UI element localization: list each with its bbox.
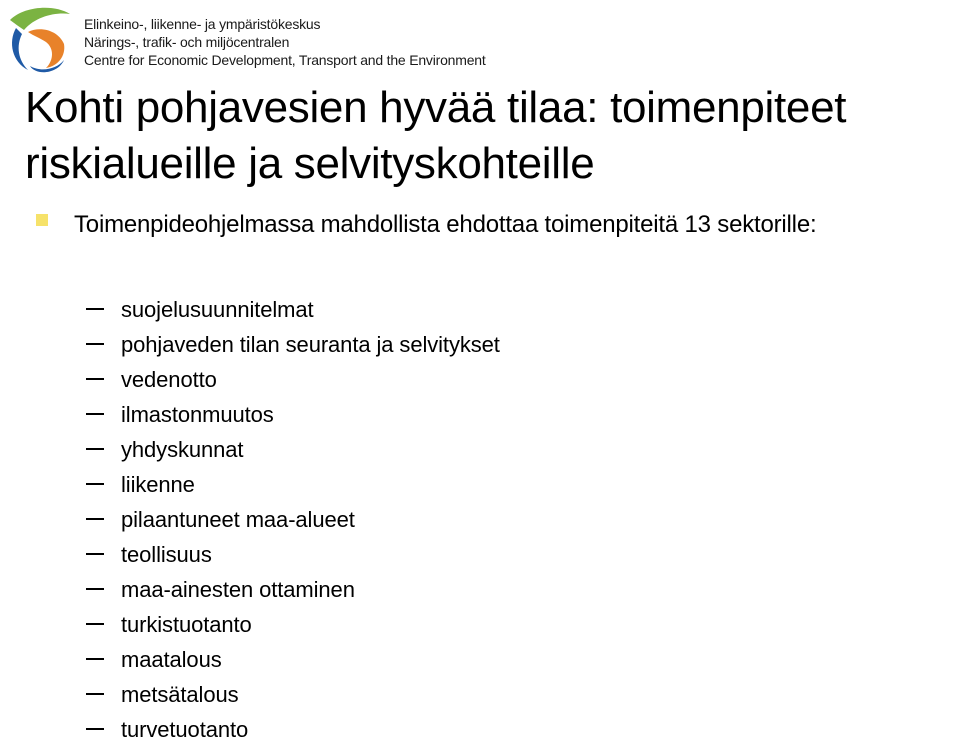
slide-title-line-1: Kohti pohjavesien hyvää tilaa: toimenpiteet <box>25 83 847 132</box>
list-item <box>86 572 500 607</box>
list-item <box>86 642 500 677</box>
dash-bullet-icon <box>86 693 104 695</box>
header <box>6 4 526 74</box>
list-item <box>86 502 500 537</box>
sector-label: suojelusuunnitelmat <box>121 297 314 322</box>
intro-bullet <box>36 206 936 244</box>
list-item <box>86 607 500 642</box>
dash-bullet-icon <box>86 728 104 730</box>
list-item <box>86 467 500 502</box>
organization-name <box>84 15 486 69</box>
sector-label: pilaantuneet maa-alueet <box>121 507 355 532</box>
dash-bullet-icon <box>86 448 104 450</box>
org-name-english: Centre for Economic Development, Transport and the Environment <box>84 52 486 68</box>
dash-bullet-icon <box>86 553 104 555</box>
list-item <box>86 712 500 747</box>
dash-bullet-icon <box>86 483 104 485</box>
list-item <box>86 362 500 397</box>
sector-label: metsätalous <box>121 682 239 707</box>
dash-bullet-icon <box>86 623 104 625</box>
sector-label: maa-ainesten ottaminen <box>121 577 355 602</box>
dash-bullet-icon <box>86 308 104 310</box>
intro-text: Toimenpideohjelmassa mahdollista ehdottaa toimenpiteitä 13 sektorille: <box>74 211 817 238</box>
slide-title <box>25 80 955 192</box>
sector-label: ilmastonmuutos <box>121 402 274 427</box>
list-item <box>86 677 500 712</box>
sector-label: liikenne <box>121 472 195 497</box>
square-bullet-icon <box>36 214 48 226</box>
list-item <box>86 432 500 467</box>
list-item <box>86 292 500 327</box>
list-item <box>86 537 500 572</box>
sector-label: turvetuotanto <box>121 717 249 742</box>
slide-title-line-2: riskialueille ja selvityskohteille <box>25 139 595 188</box>
dash-bullet-icon <box>86 588 104 590</box>
sector-label: pohjaveden tilan seuranta ja selvitykset <box>121 332 500 357</box>
dash-bullet-icon <box>86 413 104 415</box>
sector-list <box>86 292 500 747</box>
sector-label: vedenotto <box>121 367 217 392</box>
list-item <box>86 327 500 362</box>
sector-label: teollisuus <box>121 542 212 567</box>
dash-bullet-icon <box>86 378 104 380</box>
dash-bullet-icon <box>86 343 104 345</box>
org-name-swedish: Närings-, trafik- och miljöcentralen <box>84 34 290 50</box>
sector-label: yhdyskunnat <box>121 437 244 462</box>
list-item <box>86 397 500 432</box>
dash-bullet-icon <box>86 518 104 520</box>
sector-label: turkistuotanto <box>121 612 252 637</box>
org-name-finnish: Elinkeino-, liikenne- ja ympäristökeskus <box>84 16 321 32</box>
sector-label: maatalous <box>121 647 222 672</box>
dash-bullet-icon <box>86 658 104 660</box>
ely-centre-logo-icon <box>6 4 74 74</box>
